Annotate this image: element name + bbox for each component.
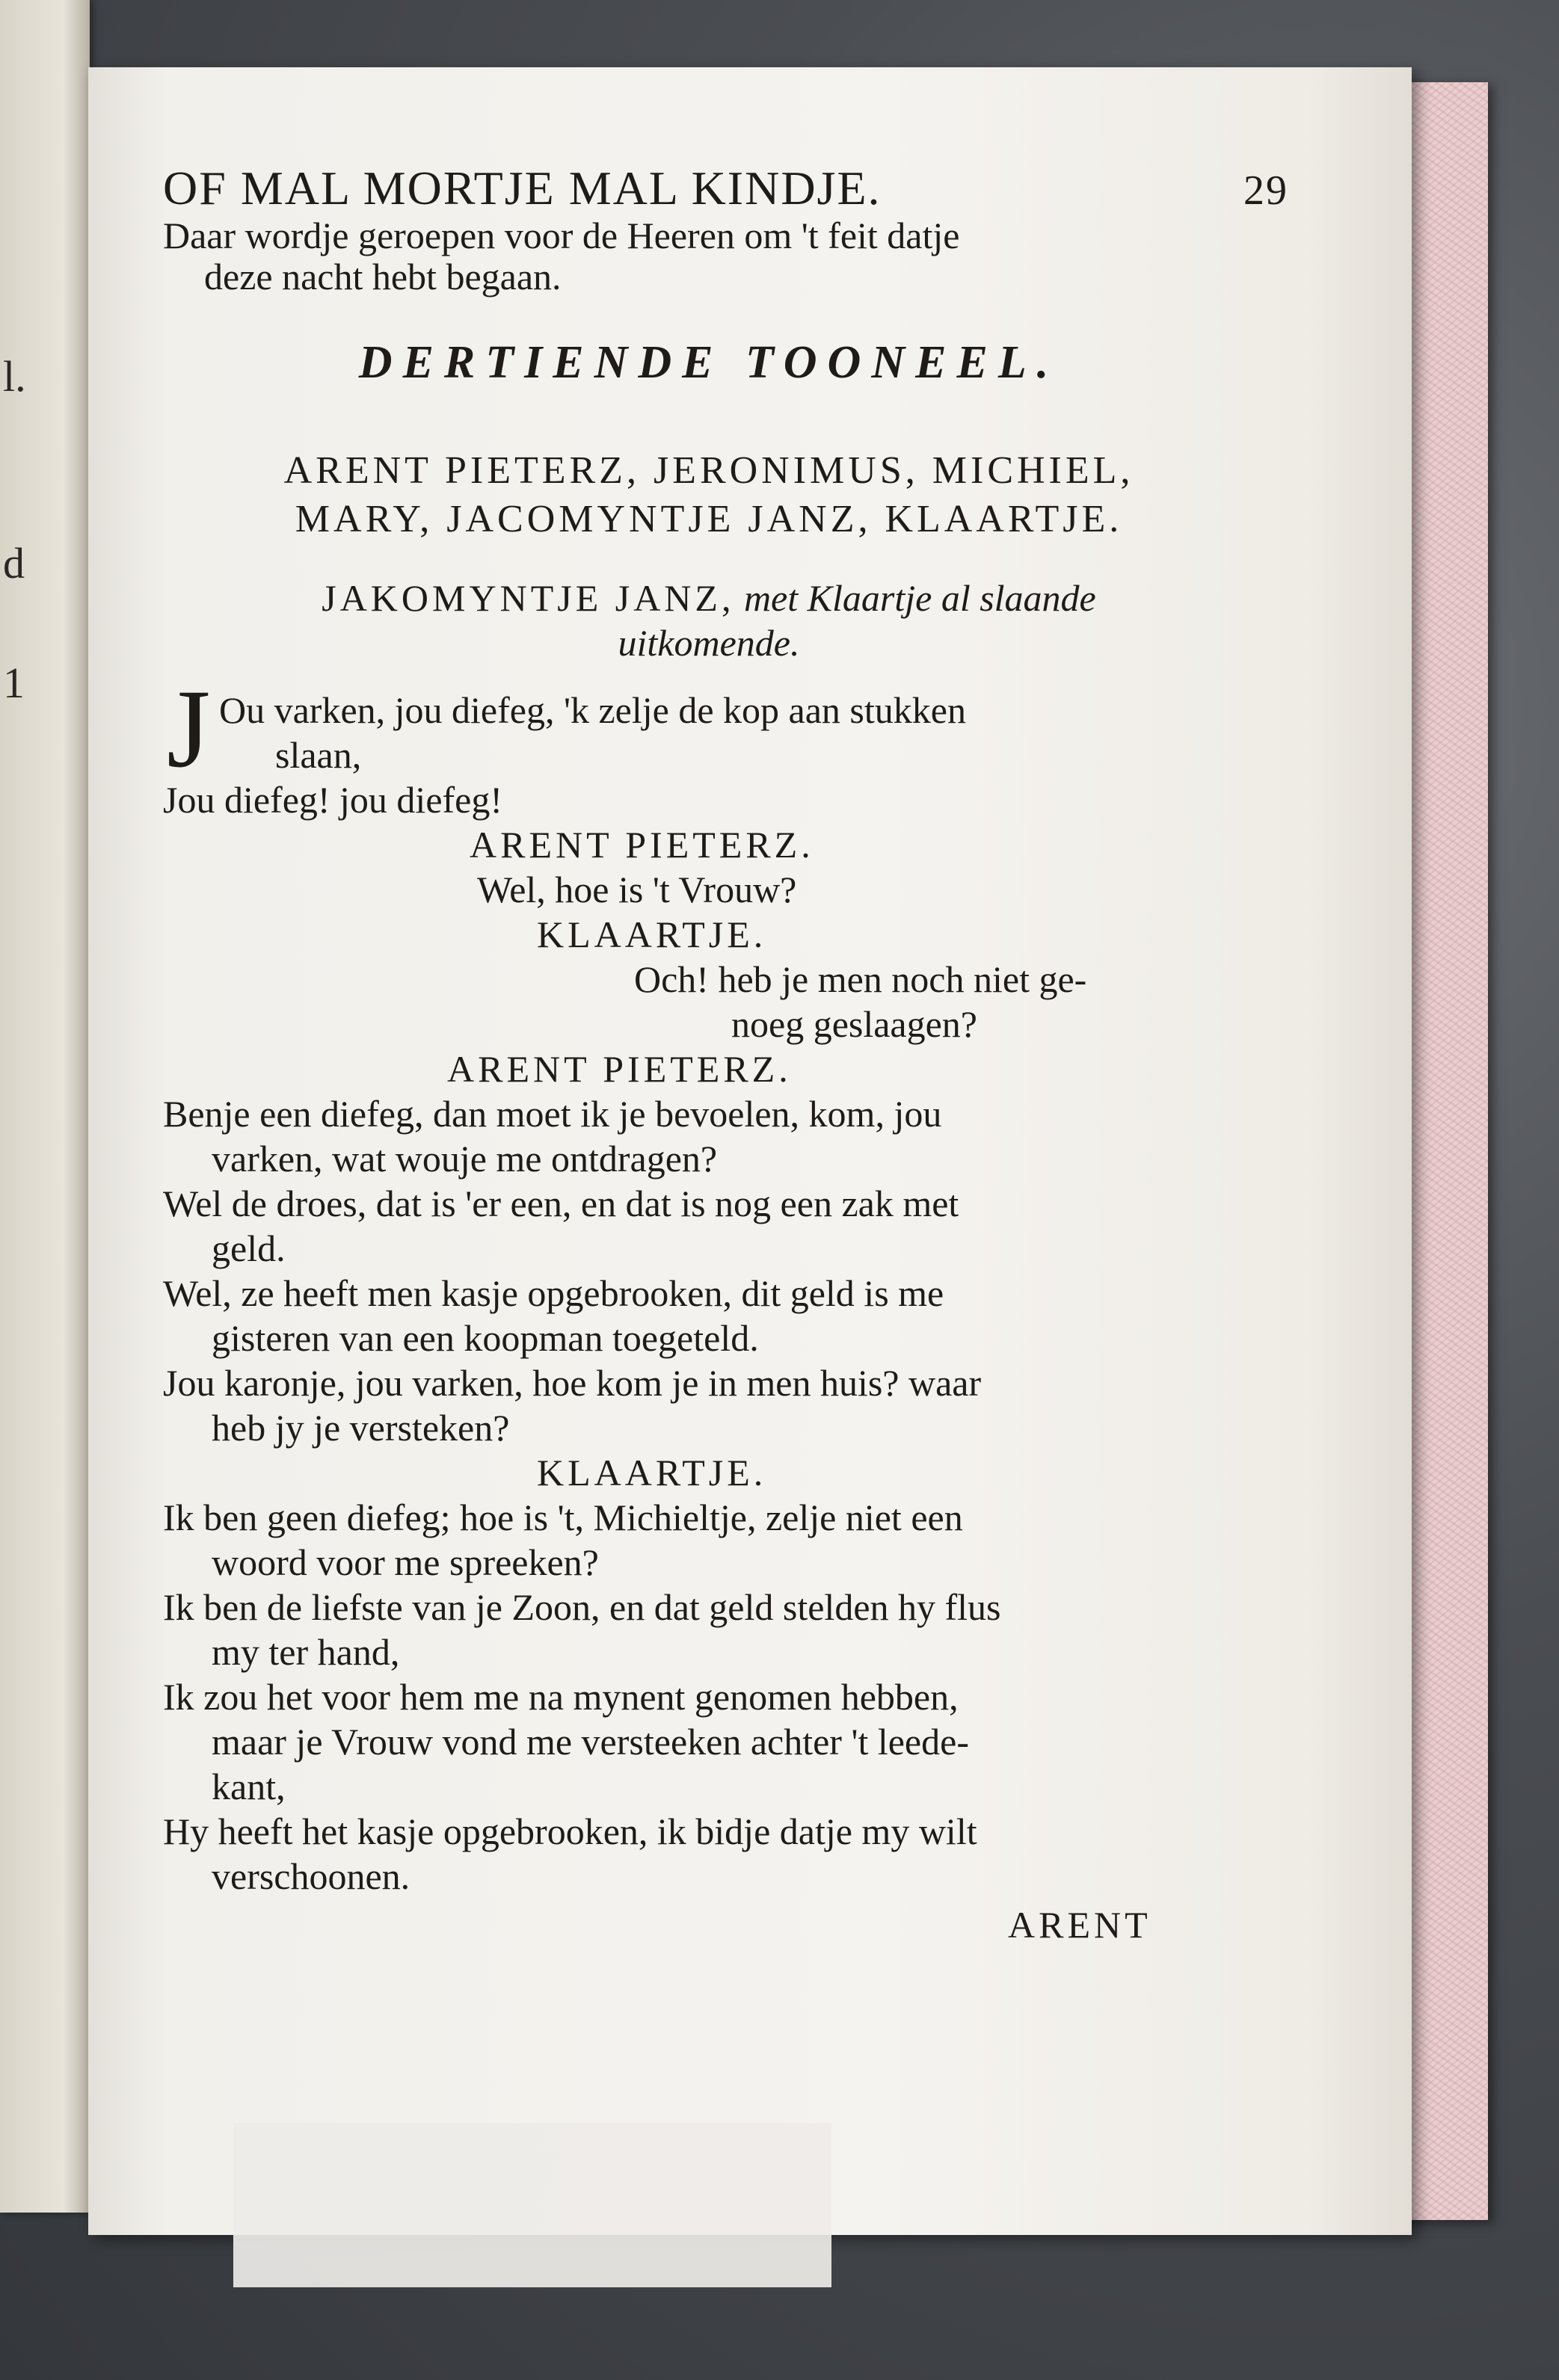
running-head <box>163 161 1344 216</box>
verse-line: Benje een diefeg, dan moet ik je bevoelen, kom, jou <box>163 1093 942 1135</box>
text-line: Daar wordje geroepen voor de Heeren om 't feit datje <box>163 215 960 256</box>
cast-list-line: MARY, JACOMYNTJE JANZ, KLAARTJE. <box>295 498 1123 540</box>
facing-page-fragment: 1 <box>3 659 25 707</box>
speaker-name: KLAARTJE. <box>537 1452 767 1493</box>
verse-line: heb jy je versteken? <box>212 1407 510 1449</box>
stage-direction <box>163 576 1255 620</box>
verse-line: Wel de droes, dat is 'er een, en dat is nog een zak met <box>163 1183 959 1224</box>
verse-line: Jou diefeg! jou diefeg! <box>163 779 503 821</box>
verse-line: noeg geslaagen? <box>731 1003 978 1045</box>
light-patch <box>233 2123 831 2287</box>
verse-line: woord voor me spreeken? <box>212 1541 599 1583</box>
verse-line: Och! heb je men noch niet ge- <box>634 958 1087 1000</box>
page-number: 29 <box>1243 167 1288 214</box>
speaker-name: ARENT PIETERZ. <box>447 1048 792 1090</box>
catchword: ARENT <box>1008 1904 1151 1946</box>
stage-direction-text: met Klaartje al slaande <box>743 577 1096 619</box>
verse-line: Wel, ze heeft men kasje opgebrooken, dit geld is me <box>163 1272 944 1314</box>
verse-line: Ou varken, jou diefeg, 'k zelje de kop aan stukken <box>219 689 966 731</box>
verse-line: my ter hand, <box>212 1631 400 1673</box>
drop-cap: J <box>167 667 211 791</box>
verse-line: varken, wat wouje me ontdragen? <box>212 1138 718 1180</box>
cast-list-line: ARENT PIETERZ, JERONIMUS, MICHIEL, <box>283 449 1134 492</box>
speaker-name: ARENT PIETERZ. <box>470 824 814 866</box>
book-page <box>88 67 1412 2235</box>
running-head-title: OF MAL MORTJE MAL KINDJE. <box>163 161 882 215</box>
verse-line: kant, <box>212 1766 286 1807</box>
verse-line: Hy heeft het kasje opgebrooken, ik bidje datje my wilt <box>163 1810 977 1852</box>
verse-line: geld. <box>212 1227 286 1269</box>
verse-line: Wel, hoe is 't Vrouw? <box>477 869 797 910</box>
stage-direction-speaker: JAKOMYNTJE JANZ, <box>322 577 735 619</box>
stage-direction-text: uitkomende. <box>618 622 800 664</box>
verse-line: Jou karonje, jou varken, hoe kom je in men huis? waar <box>163 1362 982 1404</box>
speaker-name: KLAARTJE. <box>537 913 767 955</box>
text-line: deze nacht hebt begaan. <box>204 256 562 298</box>
verse-line: gisteren van een koopman toegeteld. <box>212 1317 759 1359</box>
verse-line: slaan, <box>275 734 362 776</box>
verse-line: Ik zou het voor hem me na mynent genomen hebben, <box>163 1676 959 1718</box>
facing-page-fragment: l. <box>3 352 26 401</box>
verse-line: verschoonen. <box>212 1855 410 1897</box>
verse-line: maar je Vrouw vond me versteeken achter 't leede- <box>212 1721 969 1763</box>
scene-title: DERTIENDE TOONEEL. <box>358 337 1060 388</box>
facing-page-edge <box>0 0 90 2213</box>
verse-line: Ik ben geen diefeg; hoe is 't, Michieltje, zelje niet een <box>163 1496 963 1538</box>
verse-line: Ik ben de liefste van je Zoon, en dat geld stelden hy flus <box>163 1586 1001 1628</box>
facing-page-fragment: d <box>3 539 25 588</box>
